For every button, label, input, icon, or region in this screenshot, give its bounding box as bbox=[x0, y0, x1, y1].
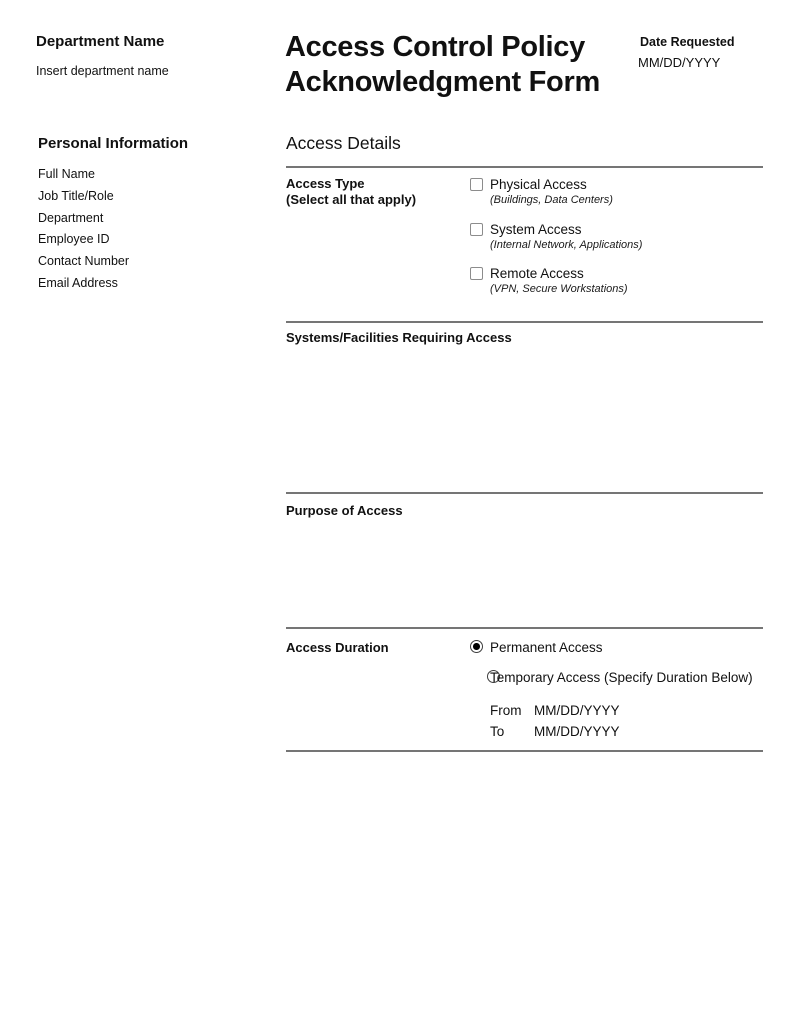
field-label-department: Department bbox=[38, 210, 104, 225]
to-date-field[interactable]: MM/DD/YYYY bbox=[534, 724, 620, 739]
department-name-field[interactable]: Insert department name bbox=[36, 64, 169, 78]
system-access-checkbox[interactable] bbox=[470, 223, 483, 236]
system-access-label: System Access bbox=[490, 222, 582, 237]
system-access-sublabel: (Internal Network, Applications) bbox=[490, 239, 643, 251]
access-type-label-line2: (Select all that apply) bbox=[286, 192, 417, 207]
systems-facilities-label: Systems/Facilities Requiring Access bbox=[286, 330, 512, 345]
to-date-label: To bbox=[490, 724, 505, 739]
field-label-contact-number: Contact Number bbox=[38, 254, 130, 269]
remote-access-sublabel: (VPN, Secure Workstations) bbox=[490, 283, 628, 295]
remote-access-checkbox[interactable] bbox=[470, 267, 483, 280]
access-type-label-line1: Access Type bbox=[286, 176, 365, 191]
personal-information-heading: Personal Information bbox=[38, 135, 189, 152]
date-requested-field[interactable]: MM/DD/YYYY bbox=[638, 55, 721, 70]
temporary-access-label: Temporary Access (Specify Duration Below) bbox=[490, 670, 753, 685]
field-label-full-name: Full Name bbox=[38, 167, 95, 181]
physical-access-label: Physical Access bbox=[490, 177, 587, 192]
permanent-access-radio[interactable] bbox=[470, 640, 483, 653]
physical-access-sublabel: (Buildings, Data Centers) bbox=[490, 194, 613, 206]
access-duration-label: Access Duration bbox=[286, 640, 389, 655]
purpose-of-access-label: Purpose of Access bbox=[286, 503, 403, 518]
divider bbox=[286, 492, 763, 494]
systems-facilities-input-area[interactable] bbox=[286, 348, 763, 490]
from-date-field[interactable]: MM/DD/YYYY bbox=[534, 703, 620, 718]
personal-information-list bbox=[38, 164, 129, 295]
page-title-line2: Acknowledgment Form bbox=[285, 66, 600, 98]
permanent-access-label: Permanent Access bbox=[490, 640, 603, 655]
page-title-line1: Access Control Policy bbox=[285, 31, 585, 63]
department-name-label: Department Name bbox=[36, 33, 165, 50]
remote-access-label: Remote Access bbox=[490, 266, 584, 281]
page-title bbox=[285, 30, 600, 100]
purpose-of-access-input-area[interactable] bbox=[286, 520, 763, 625]
divider bbox=[286, 627, 763, 629]
access-type-label bbox=[286, 176, 416, 208]
field-label-email-address: Email Address bbox=[38, 275, 118, 290]
divider bbox=[286, 166, 763, 168]
date-requested-label: Date Requested bbox=[640, 35, 735, 49]
physical-access-checkbox[interactable] bbox=[470, 178, 483, 191]
divider bbox=[286, 321, 763, 323]
access-details-heading: Access Details bbox=[286, 133, 401, 153]
field-label-job-title: Job Title/Role bbox=[38, 188, 114, 203]
divider bbox=[286, 750, 763, 752]
from-date-label: From bbox=[490, 703, 522, 718]
field-label-employee-id: Employee ID bbox=[38, 232, 110, 247]
